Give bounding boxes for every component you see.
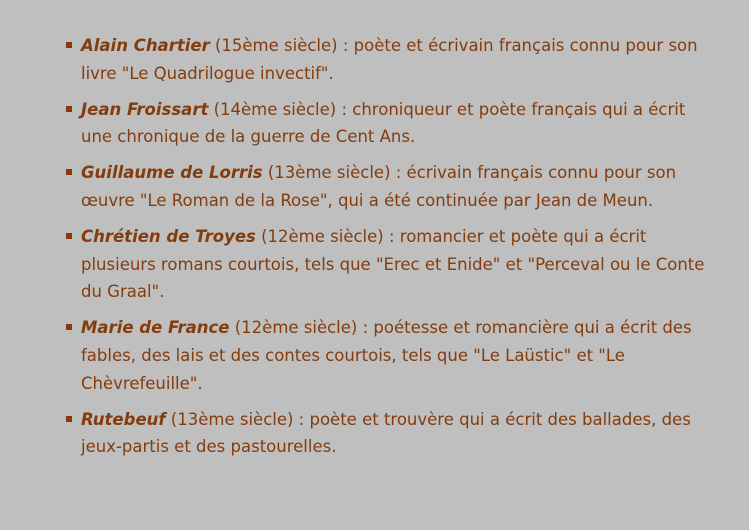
- author-description: (14ème siècle) : chroniqueur et poète français qui a écrit une chronique de la guerre de Cent Ans.: [81, 99, 686, 147]
- author-name: Chrétien de Troyes: [81, 227, 256, 247]
- list-item: [66, 32, 716, 87]
- square-bullet-icon: [66, 106, 72, 112]
- author-description: (12ème siècle) : poétesse et romancière qui a écrit des fables, des lais et des contes courtois, tels que "Le Laüstic" et "Le Chèvrefeuille".: [81, 318, 692, 393]
- square-bullet-icon: [66, 169, 72, 175]
- square-bullet-icon: [66, 42, 72, 48]
- author-name: Rutebeuf: [81, 409, 166, 429]
- author-description: (13ème siècle) : poète et trouvère qui a écrit des ballades, des jeux-partis et des pastourelles.: [81, 409, 691, 457]
- author-name: Marie de France: [81, 318, 230, 338]
- list-item: [66, 314, 716, 397]
- author-name: Jean Froissart: [81, 99, 209, 119]
- list-item: [66, 406, 716, 461]
- author-description: (12ème siècle) : romancier et poète qui a écrit plusieurs romans courtois, tels que "Erec et Enide" et "Perceval ou le Conte du Graal".: [81, 227, 705, 302]
- author-description: (13ème siècle) : écrivain français connu pour son œuvre "Le Roman de la Rose", qui a été continuée par Jean de Meun.: [81, 163, 677, 210]
- author-list: [66, 32, 716, 469]
- list-item: [66, 223, 716, 306]
- author-description: (15ème siècle) : poète et écrivain français connu pour son livre "Le Quadrilogue invectif".: [81, 36, 698, 83]
- list-item: [66, 96, 716, 151]
- square-bullet-icon: [66, 233, 72, 239]
- square-bullet-icon: [66, 416, 72, 422]
- square-bullet-icon: [66, 324, 72, 330]
- author-name: Guillaume de Lorris: [81, 163, 263, 183]
- list-item: [66, 159, 716, 214]
- author-name: Alain Chartier: [81, 36, 210, 55]
